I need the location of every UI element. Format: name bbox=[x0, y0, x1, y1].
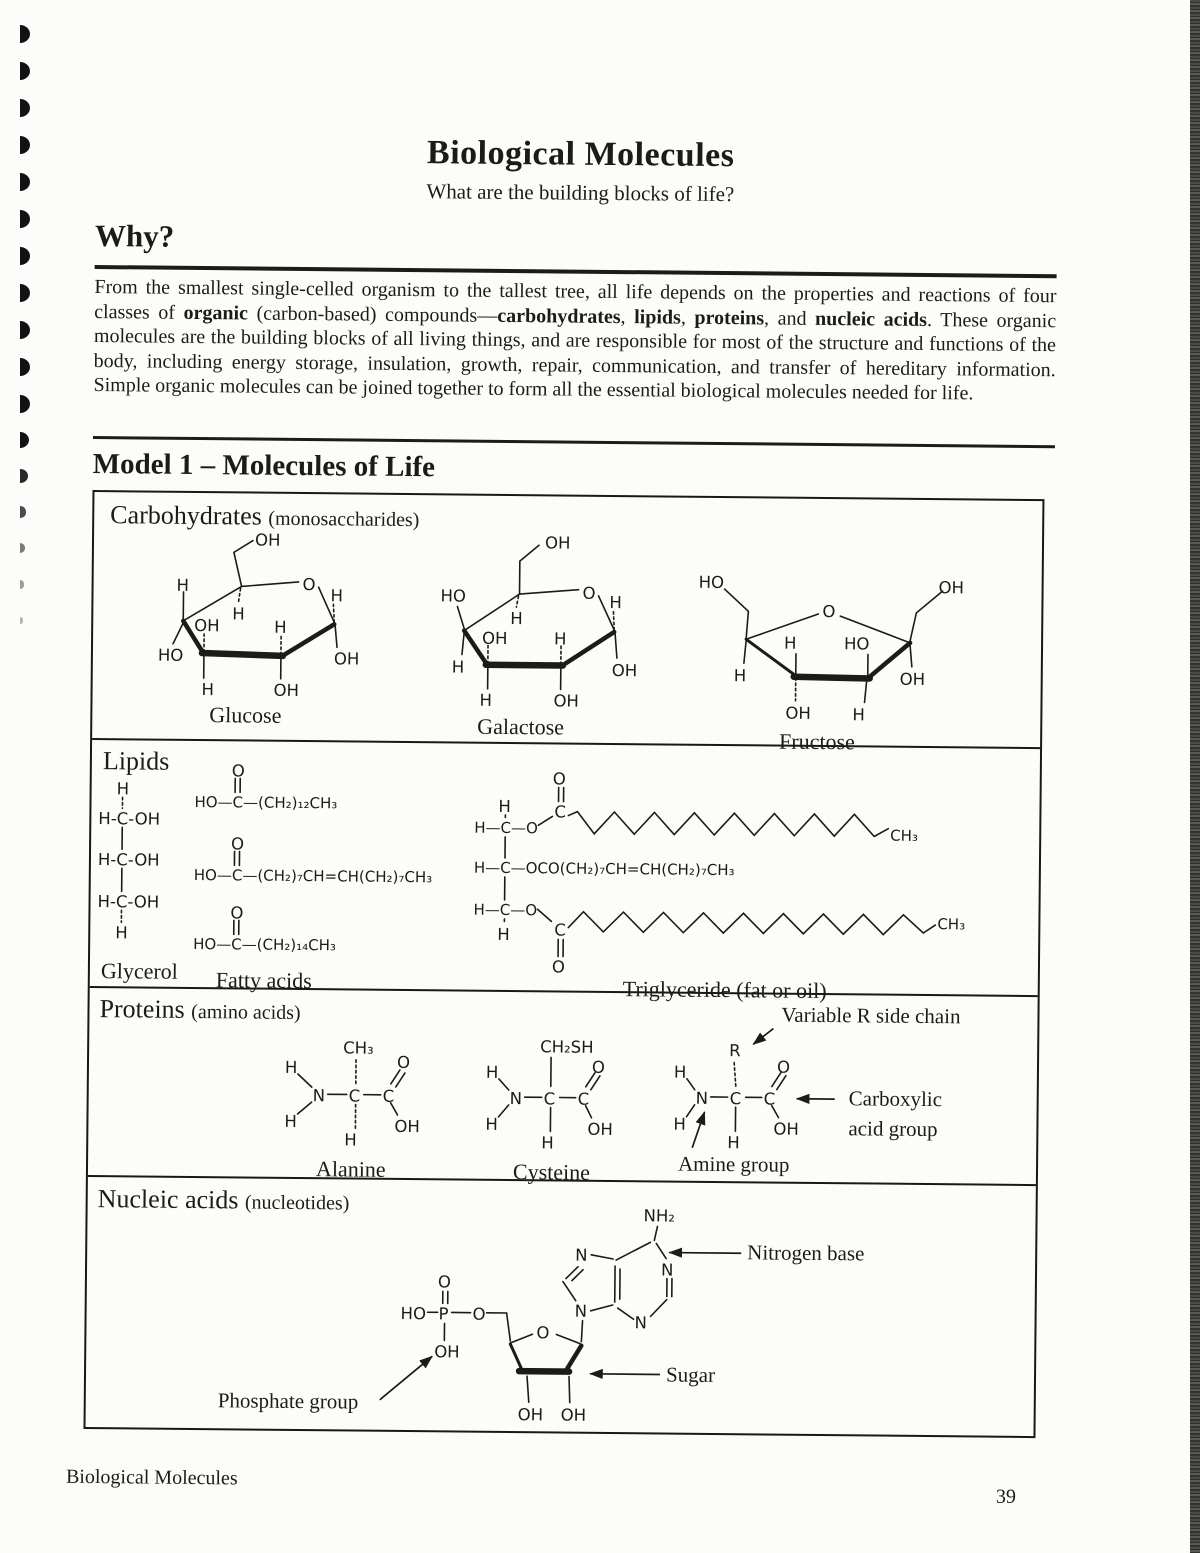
atom-label: O bbox=[552, 769, 566, 789]
body-text: . These organic molecules are the building blocks of all living things, and are responsible for most of the structure and functions of the body, including energy storage, insulation, growth, repair, communication, and transfer of hereditary information. Simple organic molecules can be joined together to form all the essential biological molecules needed for life. bbox=[93, 308, 1057, 405]
atom-label: CH₂SH bbox=[540, 1037, 594, 1057]
atom-label: N bbox=[574, 1301, 588, 1321]
atom-label: H bbox=[201, 680, 215, 700]
atom-label: H bbox=[609, 592, 622, 613]
atom-label: OH bbox=[553, 691, 579, 711]
atom-label: HO—C—(CH₂)₁₄CH₃ bbox=[193, 934, 337, 955]
molecule-caption: Alanine bbox=[315, 1156, 386, 1182]
atom-label: C bbox=[729, 1089, 742, 1109]
atom-label: O bbox=[536, 1323, 550, 1343]
atom-label: OH bbox=[544, 533, 571, 553]
atom-label: OH bbox=[899, 669, 926, 689]
atom-label: H bbox=[232, 604, 245, 624]
molecule-caption: Fatty acids bbox=[215, 967, 312, 994]
nucleotide-structure bbox=[385, 1198, 947, 1435]
molecule-caption: Glucose bbox=[209, 702, 282, 728]
proteins-title: Proteins bbox=[99, 994, 185, 1024]
atom-label: O bbox=[230, 903, 244, 923]
atom-label: O bbox=[551, 957, 566, 977]
atom-label: HO—C—(CH₂)₁₂CH₃ bbox=[194, 792, 338, 813]
lipids-heading bbox=[103, 746, 170, 777]
atom-label: HO bbox=[698, 572, 725, 593]
atom-label: H bbox=[497, 924, 510, 945]
galactose-bonds bbox=[425, 530, 677, 737]
atom-label: HO bbox=[400, 1303, 427, 1324]
section-carbohydrates bbox=[92, 492, 1042, 755]
atom-label: HO—C—(CH₂)₇CH=CH(CH₂)₇CH₃ bbox=[193, 865, 433, 887]
atom-label: CH₃ bbox=[343, 1038, 374, 1058]
atom-label: H-C-OH bbox=[98, 809, 161, 829]
body-text: , bbox=[620, 305, 635, 328]
annotation-carboxylic-acid-group bbox=[848, 1083, 942, 1144]
page-number: 39 bbox=[995, 1485, 1016, 1508]
atom-label: H-C-OH bbox=[97, 850, 160, 870]
body-text: , bbox=[680, 306, 695, 329]
atom-label: HO bbox=[843, 634, 870, 654]
atom-label: H bbox=[673, 1114, 686, 1134]
atom-label: NH₂ bbox=[643, 1206, 676, 1226]
annotation-nitrogen-base: Nitrogen base bbox=[747, 1240, 865, 1266]
fructose-structure bbox=[695, 553, 987, 756]
atom-label: OH bbox=[587, 1119, 613, 1140]
atom-label: H—C—O bbox=[474, 818, 538, 838]
atom-label: OH bbox=[254, 530, 281, 550]
atom-label: OH bbox=[333, 649, 360, 669]
atom-label: H—C—OCO(CH₂)₇CH=CH(CH₂)₇CH₃ bbox=[473, 858, 735, 880]
model1-heading: Model 1 – Molecules of Life bbox=[92, 447, 436, 484]
atom-label: H bbox=[330, 586, 344, 606]
annotation-phosphate-group: Phosphate group bbox=[217, 1388, 359, 1414]
atom-label: H bbox=[783, 633, 797, 653]
atom-label: OH bbox=[194, 615, 220, 636]
atom-label: H bbox=[479, 690, 493, 710]
atom-label: N bbox=[312, 1086, 326, 1106]
annotation-variable-r-side-chain: Variable R side chain bbox=[781, 1002, 961, 1029]
atom-label: O bbox=[822, 602, 836, 622]
footer-title: Biological Molecules bbox=[65, 1465, 238, 1490]
atom-label: H bbox=[485, 1114, 498, 1134]
nucleic-acids-heading bbox=[98, 1184, 350, 1216]
atom-label: H bbox=[451, 657, 465, 677]
atom-label: O bbox=[437, 1272, 452, 1292]
atom-label: OH bbox=[611, 660, 638, 681]
atom-label: O bbox=[472, 1304, 486, 1324]
atom-label: O bbox=[396, 1052, 411, 1073]
bold-term: carbohydrates bbox=[497, 304, 621, 328]
alanine-structure bbox=[278, 1032, 469, 1184]
bold-term: organic bbox=[183, 301, 249, 324]
galactose-structure bbox=[425, 530, 677, 740]
atom-label: OH bbox=[517, 1405, 544, 1425]
atom-label: CH₃ bbox=[937, 915, 966, 934]
atom-label: OH bbox=[785, 703, 811, 723]
nucleic-acids-subtitle: (nucleotides) bbox=[244, 1191, 350, 1215]
molecule-caption: Triglyceride (fat or oil) bbox=[622, 976, 827, 1004]
atom-label: R bbox=[729, 1041, 741, 1061]
molecule-caption: Galactose bbox=[477, 713, 565, 740]
atom-label: OH bbox=[773, 1119, 799, 1139]
why-paragraph bbox=[93, 275, 1056, 407]
atom-label: H bbox=[284, 1057, 298, 1077]
atom-label: N bbox=[509, 1089, 523, 1109]
atom-label: HO bbox=[157, 645, 184, 665]
atom-label: N bbox=[660, 1260, 674, 1280]
atom-label: H bbox=[274, 617, 287, 637]
annotation-sugar: Sugar bbox=[665, 1362, 716, 1388]
proteins-heading bbox=[99, 994, 300, 1026]
atom-label: C bbox=[348, 1086, 361, 1106]
carbohydrates-subtitle: (monosaccharides) bbox=[268, 507, 420, 532]
atom-label: H bbox=[673, 1062, 687, 1082]
atom-label: OH bbox=[273, 680, 300, 700]
body-text: From the smallest single-celled organism to the tallest tree, all life depends on the properties and reactions of four classes of bbox=[94, 275, 1057, 324]
atom-label: O bbox=[302, 575, 316, 595]
annotation-amine-group: Amine group bbox=[677, 1151, 790, 1177]
carboxylic-line1: Carboxylic bbox=[848, 1086, 943, 1112]
cysteine-structure bbox=[483, 1029, 674, 1186]
section-nucleic-acids bbox=[86, 1177, 1036, 1432]
atom-label: C bbox=[554, 802, 567, 822]
fatty-acids-structures bbox=[188, 761, 520, 994]
molecule-caption: Fructose bbox=[779, 728, 856, 755]
atom-label: C bbox=[554, 920, 566, 940]
proteins-subtitle: (amino acids) bbox=[191, 1000, 301, 1025]
carboxylic-line2: acid group bbox=[848, 1116, 938, 1142]
atom-label: O bbox=[776, 1057, 791, 1077]
atom-label: OH bbox=[938, 578, 965, 598]
atom-label: H bbox=[344, 1130, 357, 1150]
atom-label: OH bbox=[482, 628, 508, 648]
atom-label: N bbox=[695, 1088, 709, 1108]
atom-label: O bbox=[582, 583, 596, 603]
lipids-title: Lipids bbox=[102, 746, 170, 776]
atom-label: P bbox=[438, 1304, 449, 1324]
atom-label: N bbox=[575, 1245, 588, 1265]
atom-label: O bbox=[231, 761, 245, 781]
atom-label: H bbox=[554, 629, 567, 649]
atom-label: HO bbox=[440, 586, 467, 606]
atom-label: CH₃ bbox=[890, 826, 919, 845]
bold-term: lipids bbox=[634, 305, 681, 329]
section-lipids bbox=[90, 740, 1040, 1004]
atom-label: H bbox=[116, 779, 130, 799]
atom-label: C bbox=[763, 1089, 776, 1109]
body-text: (carbon-based) compounds— bbox=[247, 301, 498, 327]
atom-label: H bbox=[541, 1133, 554, 1153]
molecule-caption: Glycerol bbox=[100, 958, 178, 984]
atom-label: C bbox=[577, 1089, 590, 1109]
atom-label: H bbox=[485, 1062, 499, 1082]
atom-label: H bbox=[510, 609, 523, 629]
molecule-caption: Cysteine bbox=[512, 1159, 591, 1185]
atom-label: H bbox=[176, 575, 190, 595]
nucleotide-bonds bbox=[385, 1198, 947, 1435]
atom-label: O bbox=[231, 834, 245, 854]
atom-label: H—C—O bbox=[473, 900, 538, 920]
bold-term: proteins bbox=[694, 306, 765, 329]
section-proteins bbox=[88, 988, 1038, 1186]
atom-label: OH bbox=[560, 1405, 587, 1425]
atom-label: OH bbox=[394, 1116, 420, 1137]
atom-label: OH bbox=[434, 1342, 460, 1362]
why-heading: Why? bbox=[94, 218, 175, 254]
rule-above-model bbox=[93, 436, 1055, 448]
atom-label: N bbox=[634, 1313, 647, 1333]
atom-label: C bbox=[543, 1089, 556, 1109]
triglyceride-structure bbox=[473, 759, 1035, 1004]
atom-label: C bbox=[382, 1086, 395, 1106]
page-title: Biological Molecules bbox=[426, 134, 735, 175]
carbohydrates-title: Carbohydrates bbox=[110, 500, 263, 531]
atom-label: O bbox=[591, 1057, 606, 1077]
model1-box bbox=[83, 490, 1044, 1438]
nucleic-acids-title: Nucleic acids bbox=[97, 1184, 239, 1215]
atom-label: H bbox=[284, 1111, 297, 1131]
atom-label: H bbox=[852, 705, 865, 725]
page-subtitle: What are the building blocks of life? bbox=[426, 179, 735, 207]
atom-label: H bbox=[733, 666, 747, 686]
bold-term: nucleic acids bbox=[815, 307, 928, 331]
atom-label: H-C-OH bbox=[97, 892, 160, 912]
atom-label: H bbox=[498, 796, 511, 817]
body-text: , and bbox=[763, 306, 816, 330]
atom-label: H bbox=[727, 1133, 740, 1153]
glucose-structure bbox=[135, 527, 407, 735]
atom-label: H bbox=[115, 923, 128, 943]
